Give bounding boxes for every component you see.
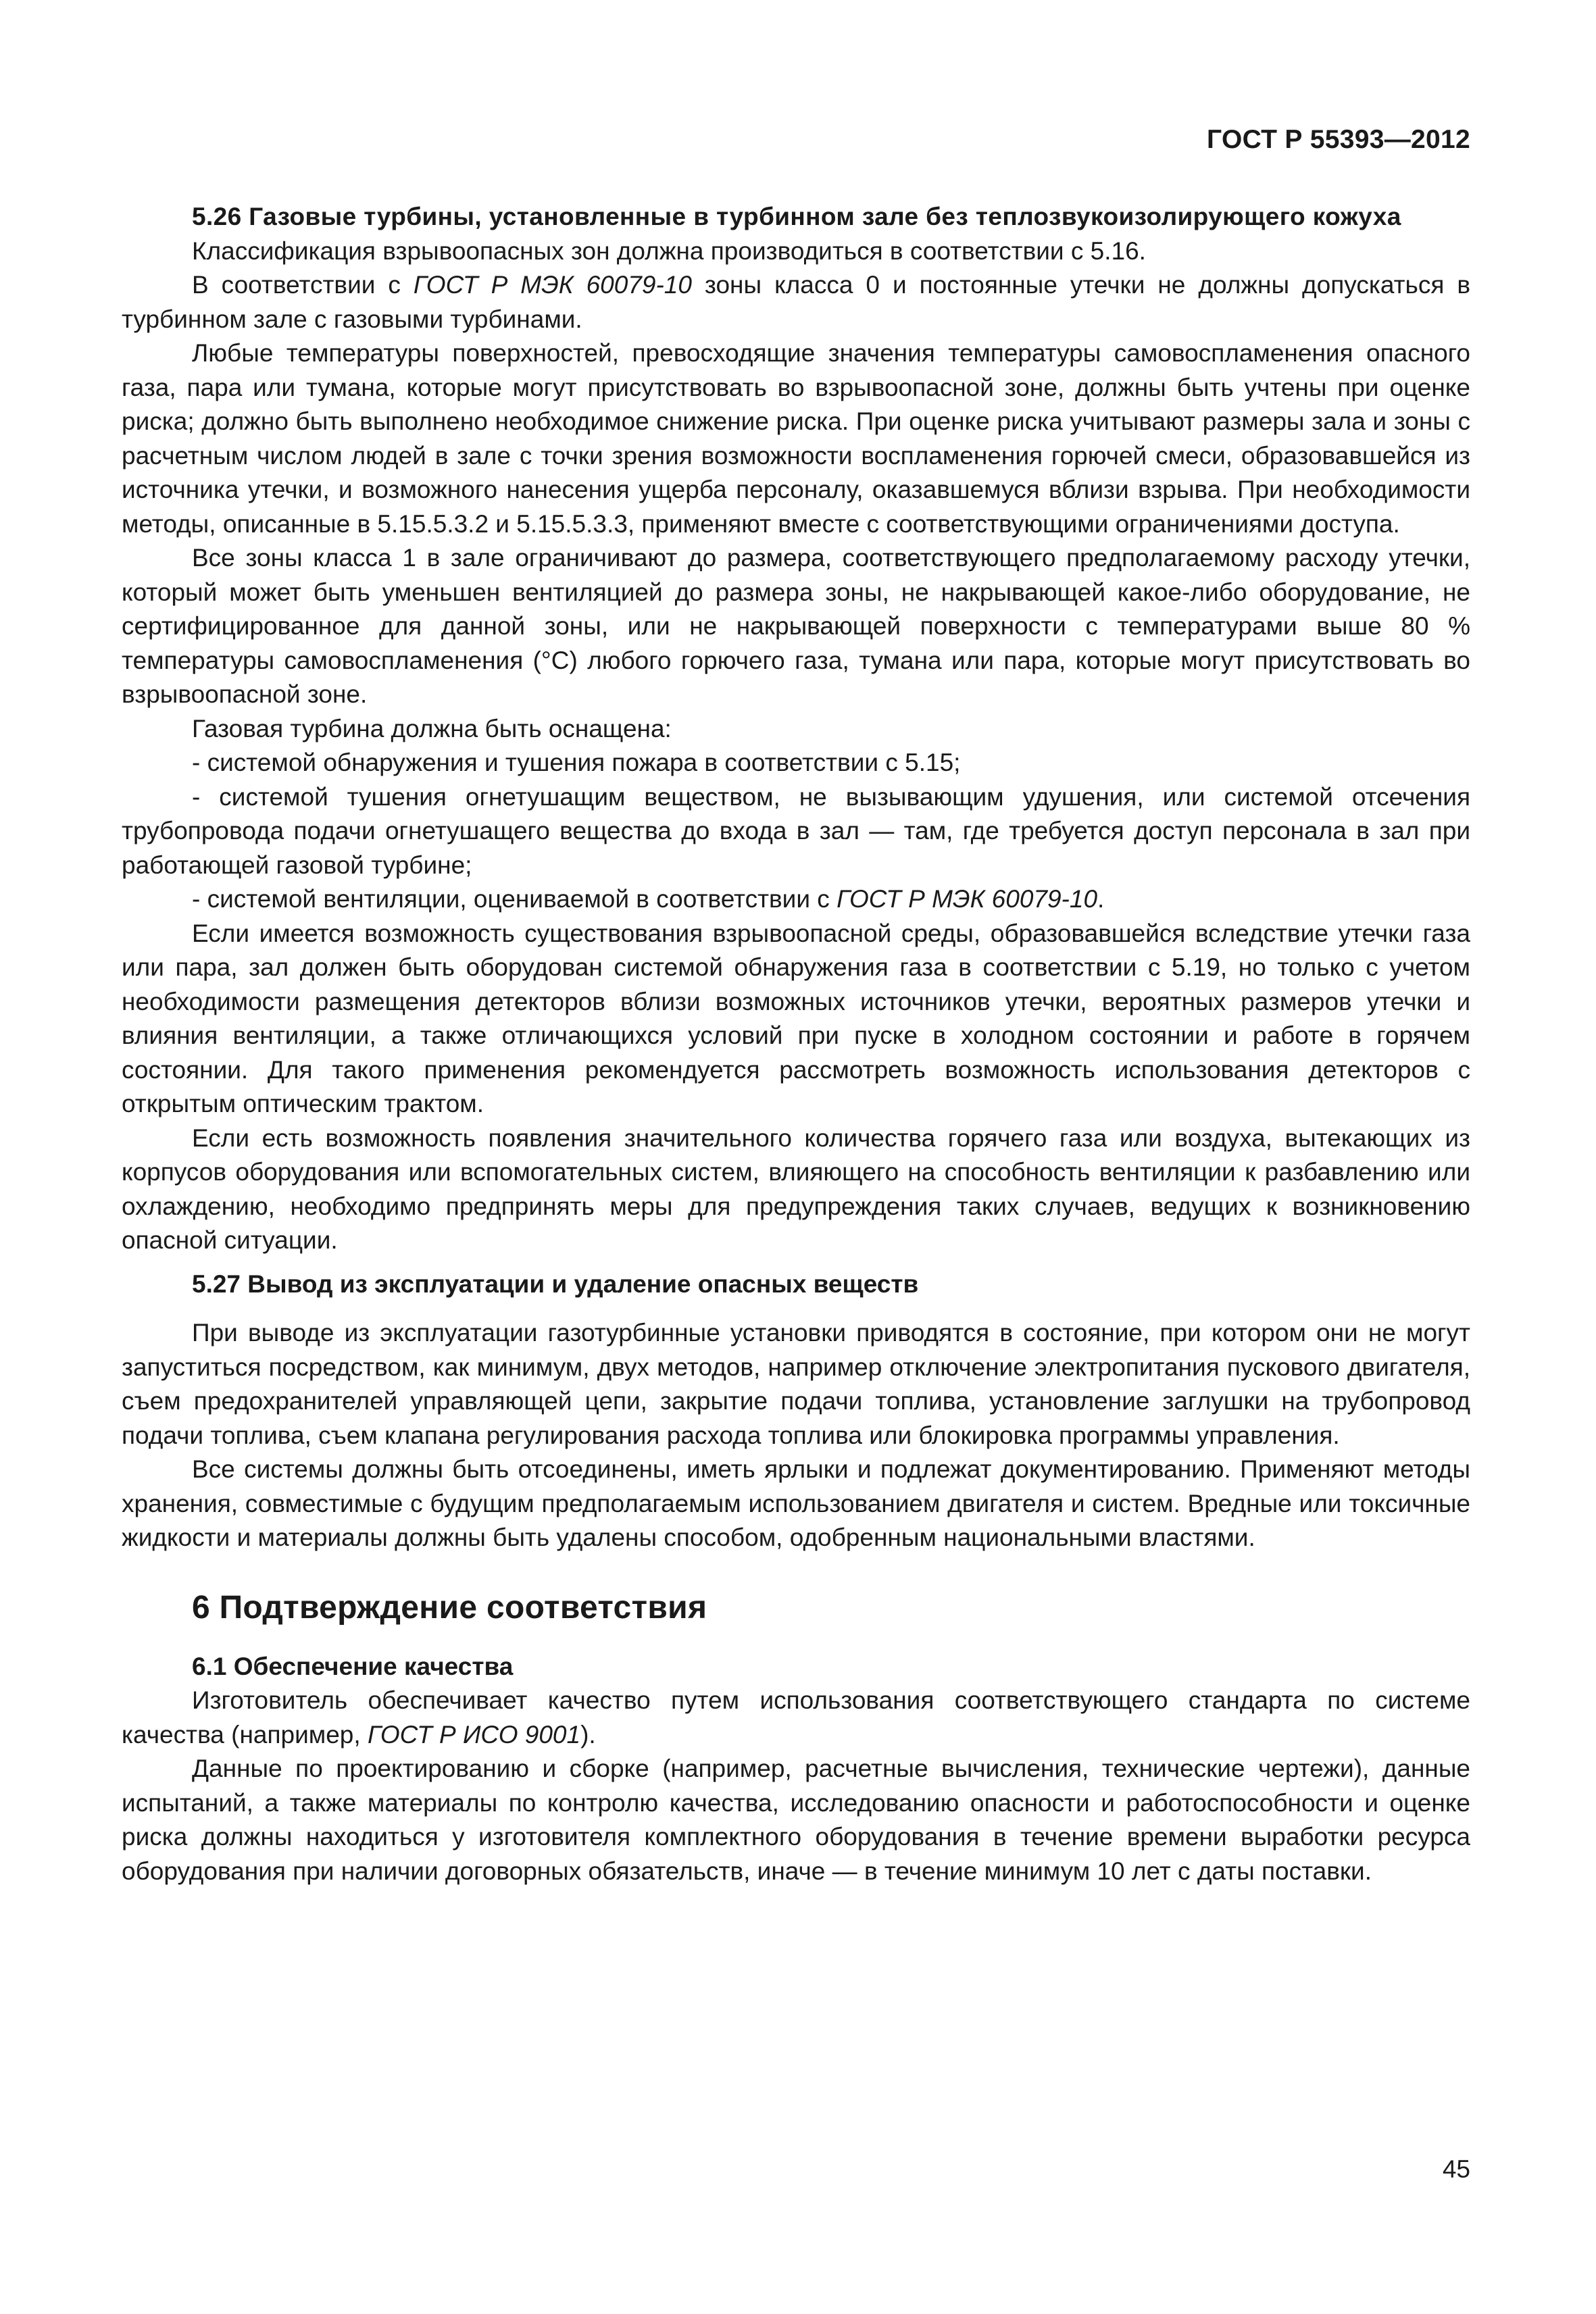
paragraph [122,268,1470,336]
paragraph: Газовая турбина должна быть оснащена: [192,714,672,743]
paragraph: Все зоны класса 1 в зале ограничивают до размера, соответствующего предполагаемому расходу утечки, который может быть уменьшен вентиляцией до размера зоны, не накрывающей какое-либо оборудование, не сертифицированное для данной зоны, или не накрывающей поверхности с температурами выше 80 % температуры самовоспламенения (°С) любого горючего газа, тумана или пара, которые могут присутствовать во взрывоопасной зоне. [122,544,1470,708]
text: зоны класса 0 и постоянные утечки не должны допускаться в турбинном зале с газовыми турбинами. [122,271,1471,333]
standard-reference: ГОСТ Р МЭК 60079-10 [837,885,1098,913]
standard-reference: ГОСТ Р МЭК 60079-10 [413,271,692,299]
section-6-1-title: 6.1 Обеспечение качества [192,1652,514,1680]
paragraph: При выводе из эксплуатации газотурбинные установки приводятся в состояние, при котором они не могут запуститься посредством, как минимум, двух методов, например отключение электропитания пускового двигателя, съем предохранителей управляющей цепи, закрытие подачи топлива, установление заглушки на трубопровод подачи топлива, съем клапана регулирования расхода топлива или блокировка программы управления. [122,1319,1470,1449]
text: Изготовитель обеспечивает качество путем использования соответствующего стандарта по системе качества (например, [122,1686,1470,1749]
text: ). [580,1720,596,1749]
section-5-26-title: 5.26 Газовые турбины, установленные в турбинном зале без теплозвукоизолирующего кожуха [192,203,1401,230]
list-item: - системой тушения огнетушащим веществом, не вызывающим удушения, или системой отсечения трубопровода подачи огнетушащего вещества до входа в зал — там, где требуется доступ персонала в зал при работающей газовой турбине; [122,782,1470,879]
text: . [1097,885,1105,913]
text: - системой вентиляции, оцениваемой в соответствии с [192,885,837,913]
paragraph: Классификация взрывоопасных зон должна производиться в соответствии с 5.16. [192,236,1146,265]
document-header: ГОСТ Р 55393—2012 [1207,125,1470,154]
list-item [122,882,1470,917]
paragraph: Любые температуры поверхностей, превосходящие значения температуры самовоспламенения опасного газа, пара или тумана, которые могут присутствовать во взрывоопасной зоне, должны быть учтены при оценке риска; должно быть выполнено необходимое снижение риска. При оценке риска учитывают размеры зала и зоны с расчетным числом людей в зале с точки зрения возможности воспламенения горючей смеси, образовавшейся из источника утечки, и возможного нанесения ущерба персоналу, оказавшемуся вблизи взрыва. При необходимости методы, описанные в 5.15.5.3.2 и 5.15.5.3.3, применяют вместе с соответствующими ограничениями доступа. [122,339,1470,538]
paragraph: Если есть возможность появления значительного количества горячего газа или воздуха, вытекающих из корпусов оборудования или вспомогательных систем, влияющего на способность вентиляции к разбавлению или охлаждению, необходимо предпринять меры для предупреждения таких случаев, ведущих к возникновению опасной ситуации. [122,1124,1470,1254]
standard-reference: ГОСТ Р ИСО 9001 [367,1720,581,1749]
text: В соответствии с [192,271,414,299]
paragraph: Если имеется возможность существования взрывоопасной среды, образовавшейся вследствие утечки газа или пара, зал должен быть оборудован системой обнаружения газа в соответствии с 5.19, но только с учетом необходимости размещения детекторов вблизи возможных источников утечки, вероятных размеров утечки и влияния вентиляции, а также отличающихся условий при пуске в холодном состоянии и работе в горячем состоянии. Для такого применения рекомендуется рассмотреть возможность использования детекторов с открытым оптическим трактом. [122,919,1470,1117]
paragraph [122,1684,1470,1752]
section-6-title: 6 Подтверждение соответствия [192,1589,707,1626]
list-item: - системой обнаружения и тушения пожара в соответствии с 5.15; [192,749,961,776]
document-page [122,0,1470,2314]
paragraph: Все системы должны быть отсоединены, иметь ярлыки и подлежат документированию. Применяют методы хранения, совместимые с будущим предполагаемым использованием двигателя и систем. Вредные или токсичные жидкости и материалы должны быть удалены способом, одобренным национальными властями. [122,1455,1470,1551]
section-5-27-title: 5.27 Вывод из эксплуатации и удаление опасных веществ [192,1269,919,1298]
document-body [122,200,1470,1888]
page-number: 45 [1442,2155,1470,2183]
paragraph: Данные по проектированию и сборке (например, расчетные вычисления, технические чертежи), данные испытаний, а также материалы по контролю качества, исследованию опасности и работоспособности и оценке риска должны находиться у изготовителя комплектного оборудования в течение времени выработки ресурса оборудования при наличии договорных обязательств, иначе — в течение минимум 10 лет с даты поставки. [122,1755,1470,1885]
